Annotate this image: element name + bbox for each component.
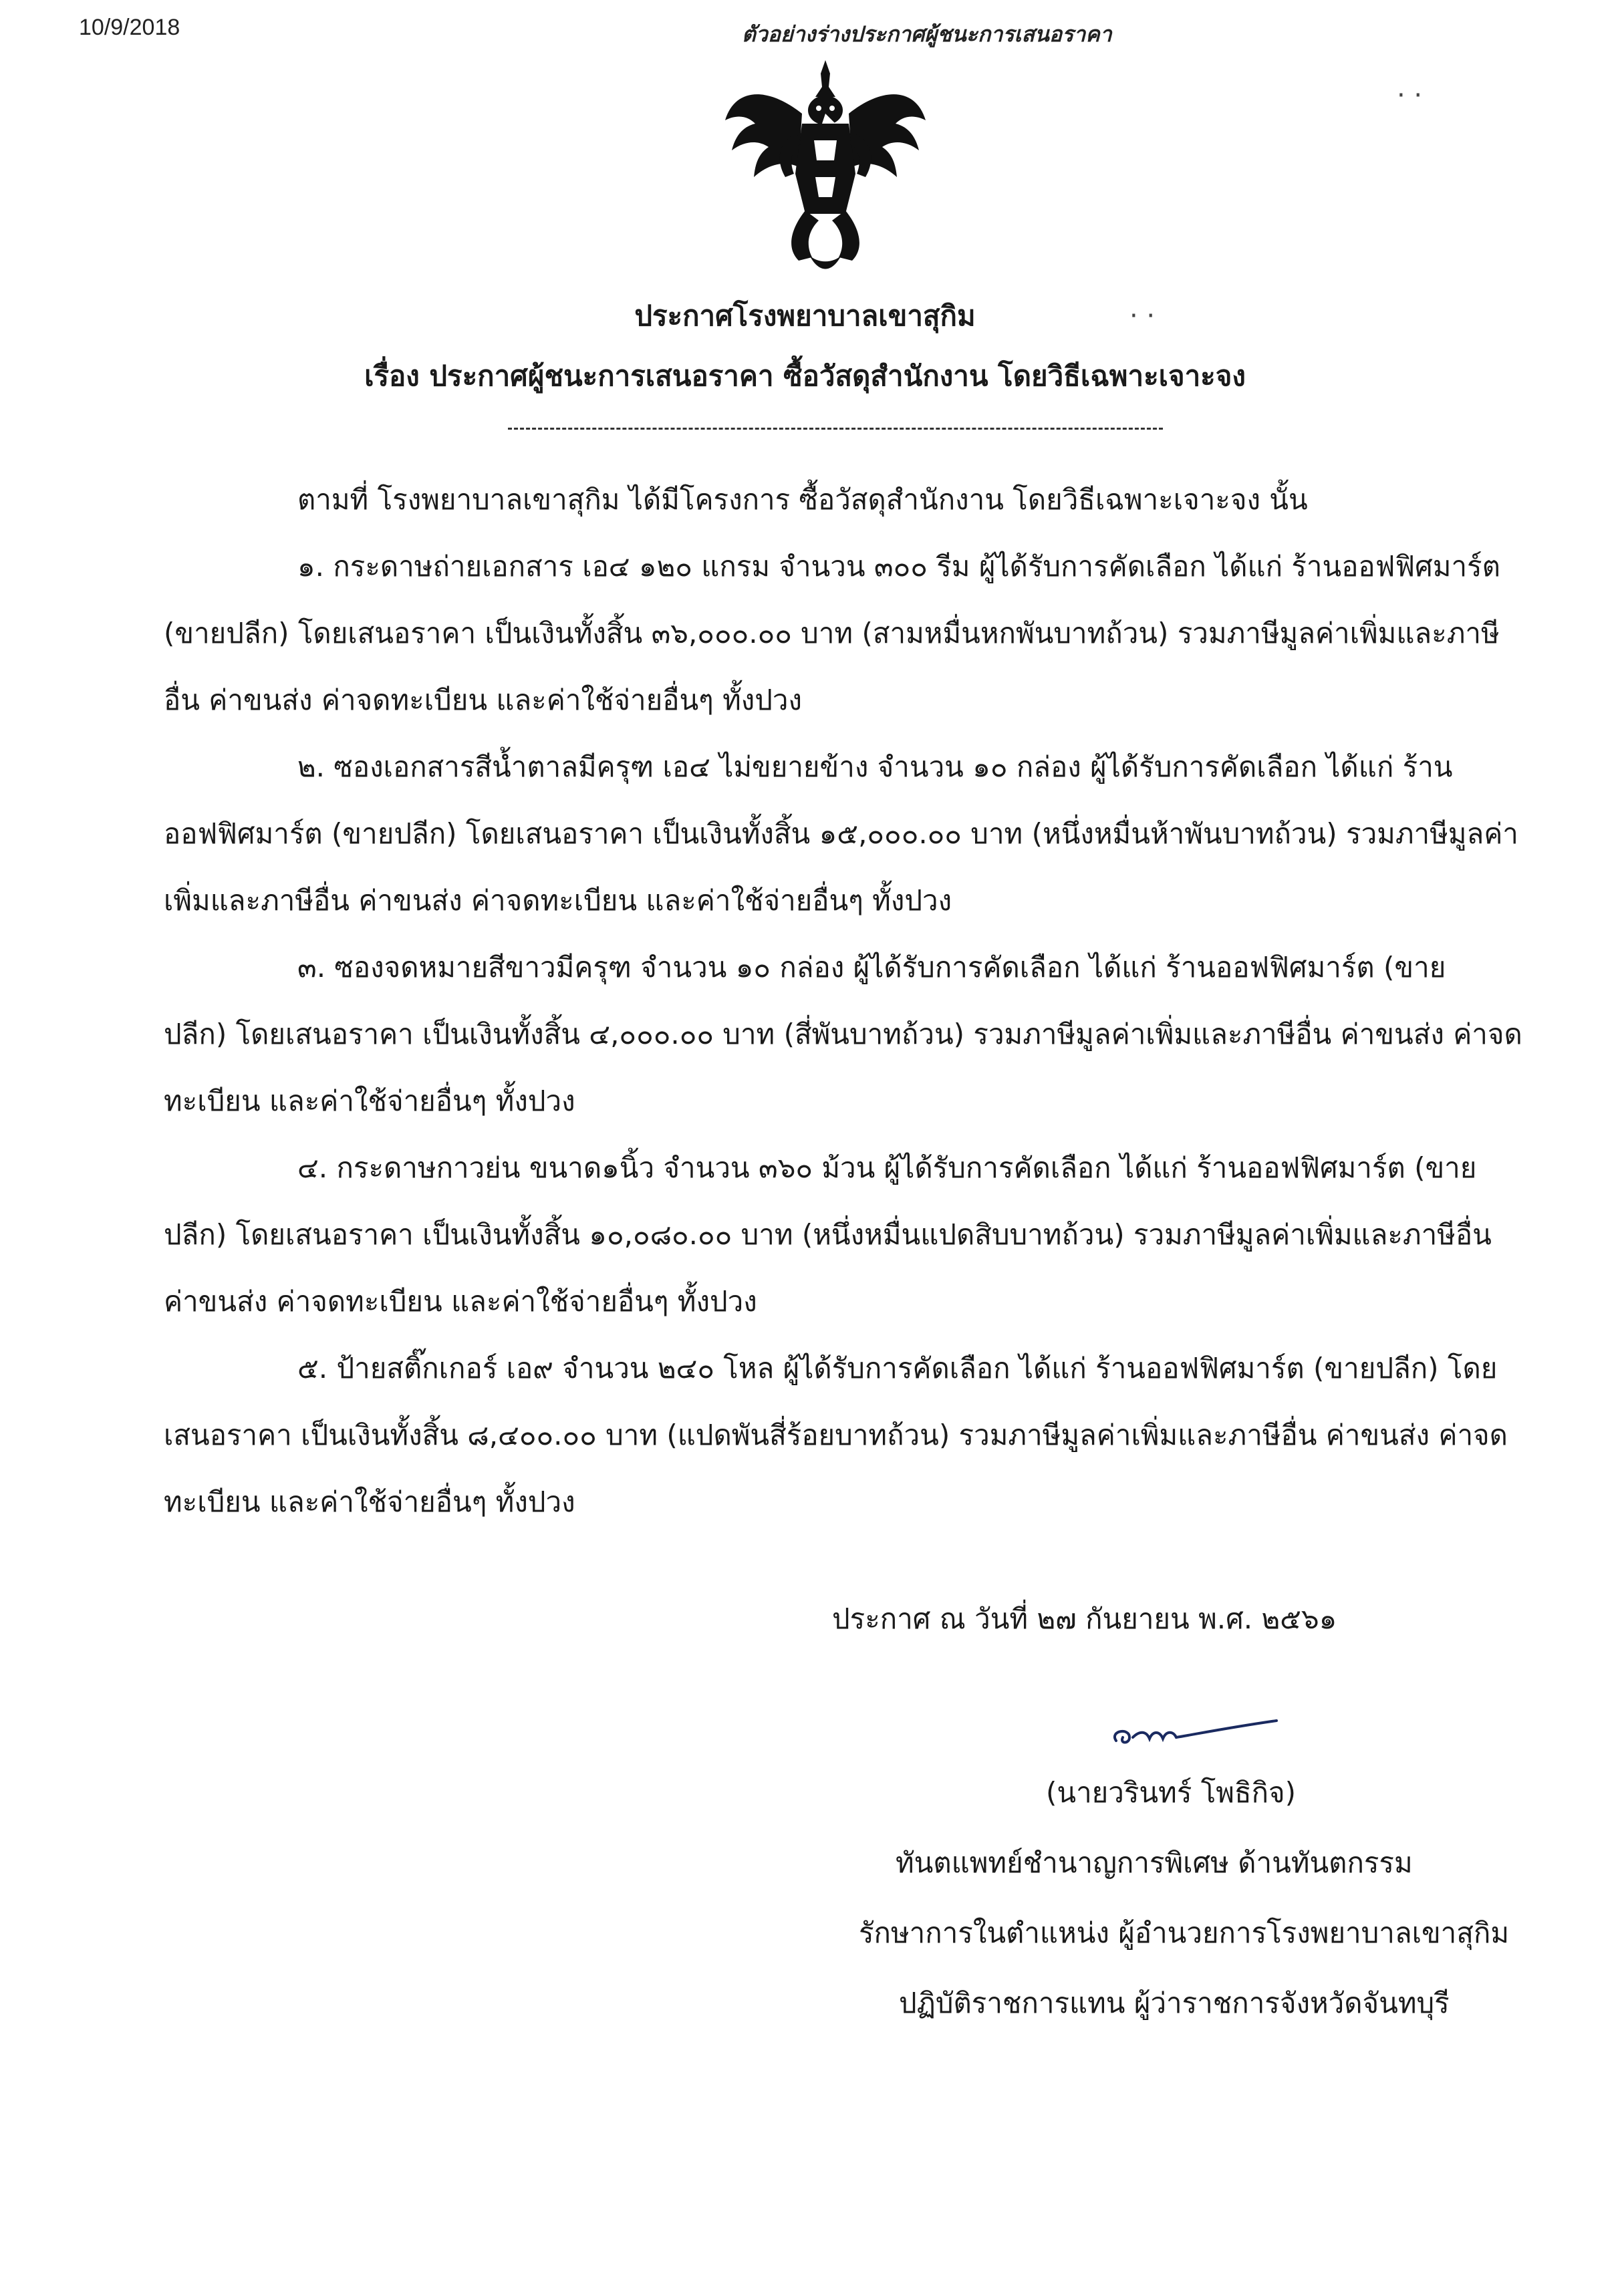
item-3-line-2: ปลีก) โดยเสนอราคา เป็นเงินทั้งสิ้น ๔,๐๐๐.๐๐ บาท (สี่พันบาทถ้วน) รวมภาษีมูลค่าเพิ่มและภาษีอื่น ค่าขนส่ง ค่าจด [164,1018,1522,1050]
document-title: ประกาศโรงพยาบาลเขาสุกิม [634,299,976,332]
item-5-line-3: ทะเบียน และค่าใช้จ่ายอื่นๆ ทั้งปวง [164,1485,575,1518]
signer-name: (นายวรินทร์ โพธิกิจ) [1046,1776,1297,1809]
announce-date: ประกาศ ณ วันที่ ๒๗ กันยายน พ.ศ. ๒๕๖๑ [832,1602,1337,1635]
document-subject: เรื่อง ประกาศผู้ชนะการเสนอราคา ซื้อวัสดุสำนักงาน โดยวิธีเฉพาะเจาะจง [364,360,1246,392]
item-5-line-1: ๕. ป้ายสติ๊กเกอร์ เอ๙ จำนวน ๒๔๐ โหล ผู้ได้รับการคัดเลือก ได้แก่ ร้านออฟฟิศมาร์ต (ขายปลีก) โดย [297,1352,1498,1385]
scan-speck: · · [1397,80,1423,111]
signer-title-2: รักษาการในตำแหน่ง ผู้อำนวยการโรงพยาบาลเขาสุกิม [859,1916,1510,1949]
item-2-line-3: เพิ่มและภาษีอื่น ค่าขนส่ง ค่าจดทะเบียน และค่าใช้จ่ายอื่นๆ ทั้งปวง [164,884,952,917]
item-2-line-2: ออฟฟิศมาร์ต (ขายปลีก) โดยเสนอราคา เป็นเงินทั้งสิ้น ๑๕,๐๐๐.๐๐ บาท (หนึ่งหมื่นห้าพันบาทถ้วน) รวมภาษีมูลค่า [164,817,1518,850]
item-4-line-3: ค่าขนส่ง ค่าจดทะเบียน และค่าใช้จ่ายอื่นๆ ทั้งปวง [164,1285,757,1318]
item-5-line-2: เสนอราคา เป็นเงินทั้งสิ้น ๘,๔๐๐.๐๐ บาท (แปดพันสี่ร้อยบาทถ้วน) รวมภาษีมูลค่าเพิ่มและภาษีอื่น ค่าขนส่ง ค่าจด [164,1419,1508,1451]
item-1-line-2: (ขายปลีก) โดยเสนอราคา เป็นเงินทั้งสิ้น ๓๖,๐๐๐.๐๐ บาท (สามหมื่นหกพันบาทถ้วน) รวมภาษีมูลค่าเพิ่มและภาษี [164,617,1500,650]
item-4-line-2: ปลีก) โดยเสนอราคา เป็นเงินทั้งสิ้น ๑๐,๐๘๐.๐๐ บาท (หนึ่งหมื่นแปดสิบบาทถ้วน) รวมภาษีมูลค่าเพิ่มและภาษีอื่น [164,1218,1492,1251]
item-3-line-3: ทะเบียน และค่าใช้จ่ายอื่นๆ ทั้งปวง [164,1085,575,1117]
signer-title-3: ปฏิบัติราชการแทน ผู้ว่าราชการจังหวัดจันทบุรี [899,1987,1450,2019]
signer-title-1: ทันตแพทย์ชำนาญการพิเศษ ด้านทันตกรรม [896,1846,1413,1879]
scan-speck: · · [1129,301,1156,331]
item-3-line-1: ๓. ซองจดหมายสีขาวมีครุฑ จำนวน ๑๐ กล่อง ผู้ได้รับการคัดเลือก ได้แก่ ร้านออฟฟิศมาร์ต (ขาย [297,951,1446,984]
garuda-emblem-icon [722,60,929,274]
item-1-line-3: อื่น ค่าขนส่ง ค่าจดทะเบียน และค่าใช้จ่ายอื่นๆ ทั้งปวง [164,684,803,716]
header-note: ตัวอย่างร่างประกาศผู้ชนะการเสนอราคา [742,21,1112,47]
item-2-line-1: ๒. ซองเอกสารสีน้ำตาลมีครุฑ เอ๔ ไม่ขยายข้าง จำนวน ๑๐ กล่อง ผู้ได้รับการคัดเลือก ได้แก่ ร้าน [297,750,1453,783]
signature-icon [1109,1711,1283,1757]
item-4-line-1: ๔. กระดาษกาวย่น ขนาด๑นิ้ว จำนวน ๓๖๐ ม้วน ผู้ได้รับการคัดเลือก ได้แก่ ร้านออฟฟิศมาร์ต (ขาย [297,1151,1477,1184]
title-divider [508,428,1163,430]
intro-paragraph: ตามที่ โรงพยาบาลเขาสุกิม ได้มีโครงการ ซื้อวัสดุสำนักงาน โดยวิธีเฉพาะเจาะจง นั้น [297,483,1308,516]
item-1-line-1: ๑. กระดาษถ่ายเอกสาร เอ๔ ๑๒๐ แกรม จำนวน ๓๐๐ รีม ผู้ได้รับการคัดเลือก ได้แก่ ร้านออฟฟิศมาร์ต [297,550,1500,583]
print-date: 10/9/2018 [79,15,180,40]
